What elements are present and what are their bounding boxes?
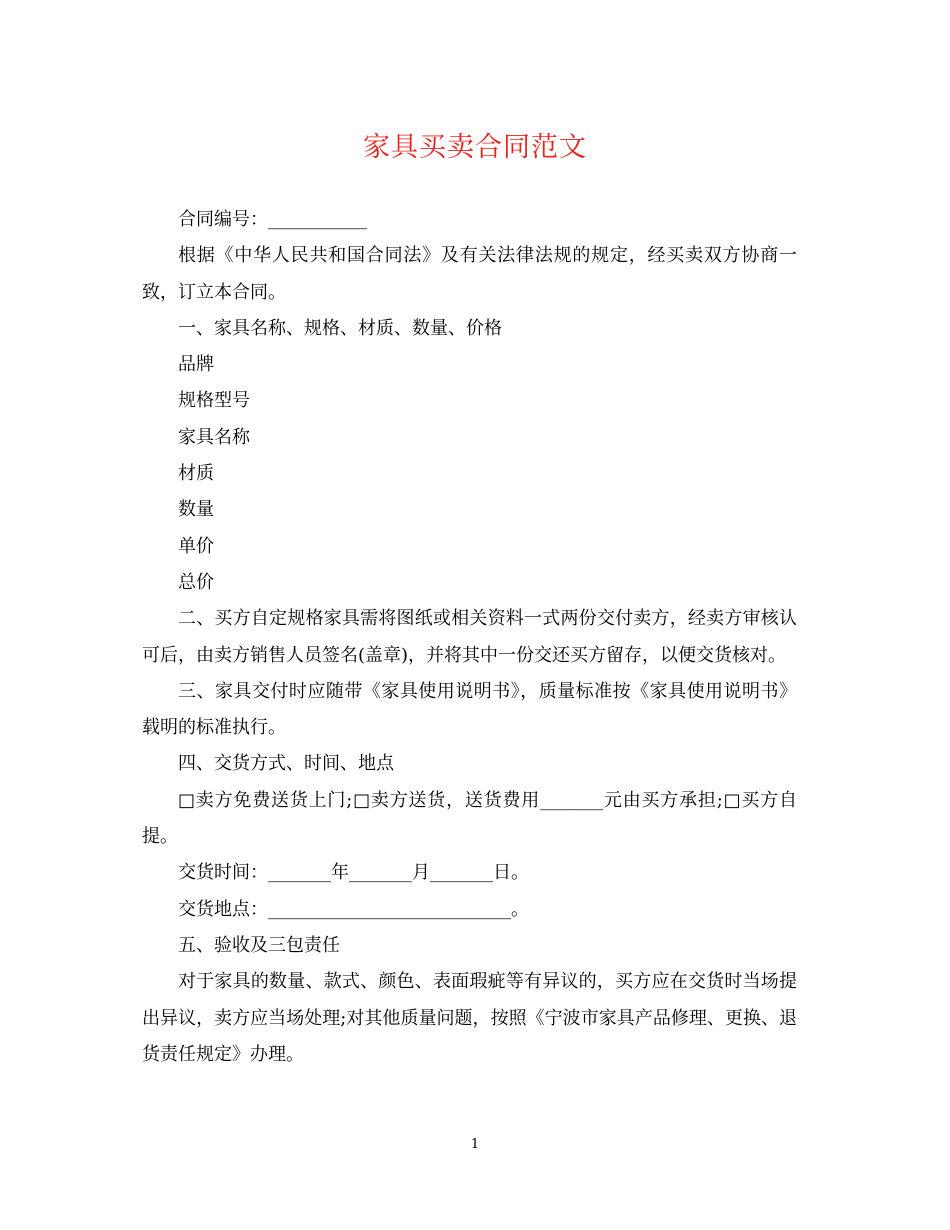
delivery-place-line: 交货地点：___________________________。 [178, 898, 529, 920]
page-number: 1 [470, 1137, 480, 1152]
section-1-heading: 一、家具名称、规格、材质、数量、价格 [178, 317, 502, 339]
item-model: 规格型号 [178, 390, 250, 412]
contract-number-line: 合同编号：___________ [178, 209, 367, 230]
section-3-paragraph: 三、家具交付时应随带《家具使用说明书》，质量标准按《家具使用说明书》载明的标准执行。 [142, 680, 797, 739]
delivery-time-line: 交货时间：_______年_______月_______日。 [178, 862, 529, 884]
document-title: 家具买卖合同范文 [363, 132, 587, 163]
item-quantity: 数量 [178, 499, 214, 521]
section-5-paragraph: 对于家具的数量、款式、颜色、表面瑕疵等有异议的，买方应在交货时当场提出异议，卖方应当场处理;对其他质量问题，按照《宁波市家具产品修理、更换、退货责任规定》办理。 [142, 971, 797, 1065]
item-unit-price: 单价 [178, 535, 214, 557]
section-5-heading: 五、验收及三包责任 [178, 934, 340, 956]
item-brand: 品牌 [178, 354, 214, 376]
delivery-method-options: □卖方免费送货上门;□卖方送货，送货费用_______元由买方承担;□买方自提。 [142, 789, 797, 848]
item-material: 材质 [178, 463, 214, 485]
section-2-paragraph: 二、买方自定规格家具需将图纸或相关资料一式两份交付卖方，经卖方审核认可后，由卖方销售人员签名(盖章)，并将其中一份交还买方留存，以便交货核对。 [142, 608, 797, 666]
section-4-heading: 四、交货方式、时间、地点 [178, 753, 394, 775]
preamble-paragraph: 根据《中华人民共和国合同法》及有关法律法规的规定，经买卖双方协商一致，订立本合同。 [142, 245, 797, 303]
document-body [142, 202, 797, 1073]
item-total-price: 总价 [178, 571, 214, 593]
item-furniture-name: 家具名称 [178, 426, 250, 448]
